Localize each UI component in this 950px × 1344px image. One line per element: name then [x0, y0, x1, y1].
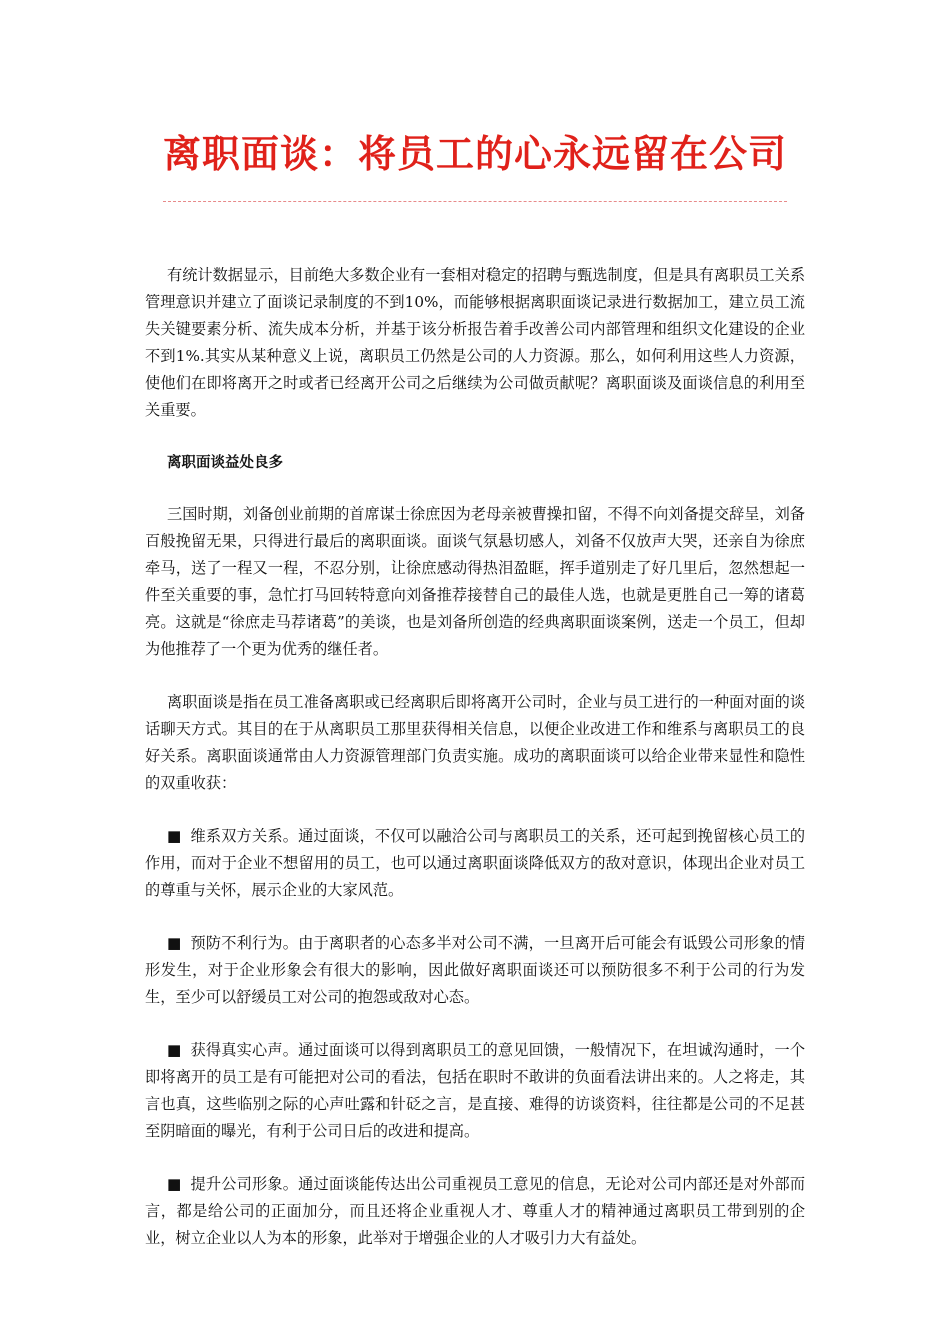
- bullet-square-icon: ■: [167, 1041, 182, 1059]
- bullet-item: [145, 823, 805, 904]
- bullet-text: 获得真实心声。通过面谈可以得到离职员工的意见回馈，一般情况下，在坦诚沟通时，一个即将离开的员工是有可能把对公司的看法，包括在职时不敢讲的负面看法讲出来的。人之将走，其言也真，这些临别之际的心声吐露和针砭之言，是直接、难得的访谈资料，往往都是公司的不足甚至阴暗面的曝光，有利于公司日后的改进和提高。: [145, 1041, 805, 1140]
- bullet-square-icon: ■: [167, 1175, 182, 1193]
- document-body: [145, 262, 805, 1278]
- bullet-item: [145, 1037, 805, 1145]
- bullet-text: 提升公司形象。通过面谈能传达出公司重视员工意见的信息，无论对公司内部还是对外部而言，都是给公司的正面加分，而且还将企业重视人才、尊重人才的精神通过离职员工带到别的企业，树立企业以人为本的形象，此举对于增强企业的人才吸引力大有益处。: [145, 1175, 805, 1247]
- definition-paragraph: 离职面谈是指在员工准备离职或已经离职后即将离开公司时，企业与员工进行的一种面对面的谈话聊天方式。其目的在于从离职员工那里获得相关信息，以便企业改进工作和维系与离职员工的良好关系。离职面谈通常由人力资源管理部门负责实施。成功的离职面谈可以给企业带来显性和隐性的双重收获：: [145, 693, 805, 792]
- story-paragraph: 三国时期，刘备创业前期的首席谋士徐庶因为老母亲被曹操扣留，不得不向刘备提交辞呈，刘备百般挽留无果，只得进行最后的离职面谈。面谈气氛悬切感人，刘备不仅放声大哭，还亲自为徐庶牵马，送了一程又一程，不忍分别，让徐庶感动得热泪盈眶，挥手道别走了好几里后，忽然想起一件至关重要的事，急忙打马回转特意向刘备推荐接替自己的最佳人选，也就是更胜自己一筹的诸葛亮。这就是“徐庶走马荐诸葛”的美谈，也是刘备所创造的经典离职面谈案例，送走一个员工，但却为他推荐了一个更为优秀的继任者。: [145, 505, 805, 658]
- title-divider: [163, 201, 787, 202]
- section-heading: 离职面谈益处良多: [167, 455, 283, 471]
- intro-paragraph: 有统计数据显示，目前绝大多数企业有一套相对稳定的招聘与甄选制度，但是具有离职员工关系管理意识并建立了面谈记录制度的不到10%，而能够根据离职面谈记录进行数据加工，建立员工流失关键要素分析、流失成本分析，并基于该分析报告着手改善公司内部管理和组织文化建设的企业不到1%.其实从某种意义上说，离职员工仍然是公司的人力资源。那么，如何利用这些人力资源，使他们在即将离开之时或者已经离开公司之后继续为公司做贡献呢？离职面谈及面谈信息的利用至关重要。: [145, 266, 805, 419]
- bullet-square-icon: ■: [167, 934, 182, 952]
- bullet-item: [145, 930, 805, 1011]
- document-title: 离职面谈：将员工的心永远留在公司: [162, 132, 787, 176]
- bullet-text: 预防不利行为。由于离职者的心态多半对公司不满，一旦离开后可能会有诋毁公司形象的情形发生，对于企业形象会有很大的影响，因此做好离职面谈还可以预防很多不利于公司的行为发生，至少可以舒缓员工对公司的抱怨或敌对心态。: [145, 934, 805, 1006]
- bullet-item: [145, 1171, 805, 1252]
- bullet-text: 维系双方关系。通过面谈，不仅可以融洽公司与离职员工的关系，还可起到挽留核心员工的作用，而对于企业不想留用的员工，也可以通过离职面谈降低双方的敌对意识，体现出企业对员工的尊重与关怀，展示企业的大家风范。: [145, 827, 805, 899]
- bullet-square-icon: ■: [167, 827, 182, 845]
